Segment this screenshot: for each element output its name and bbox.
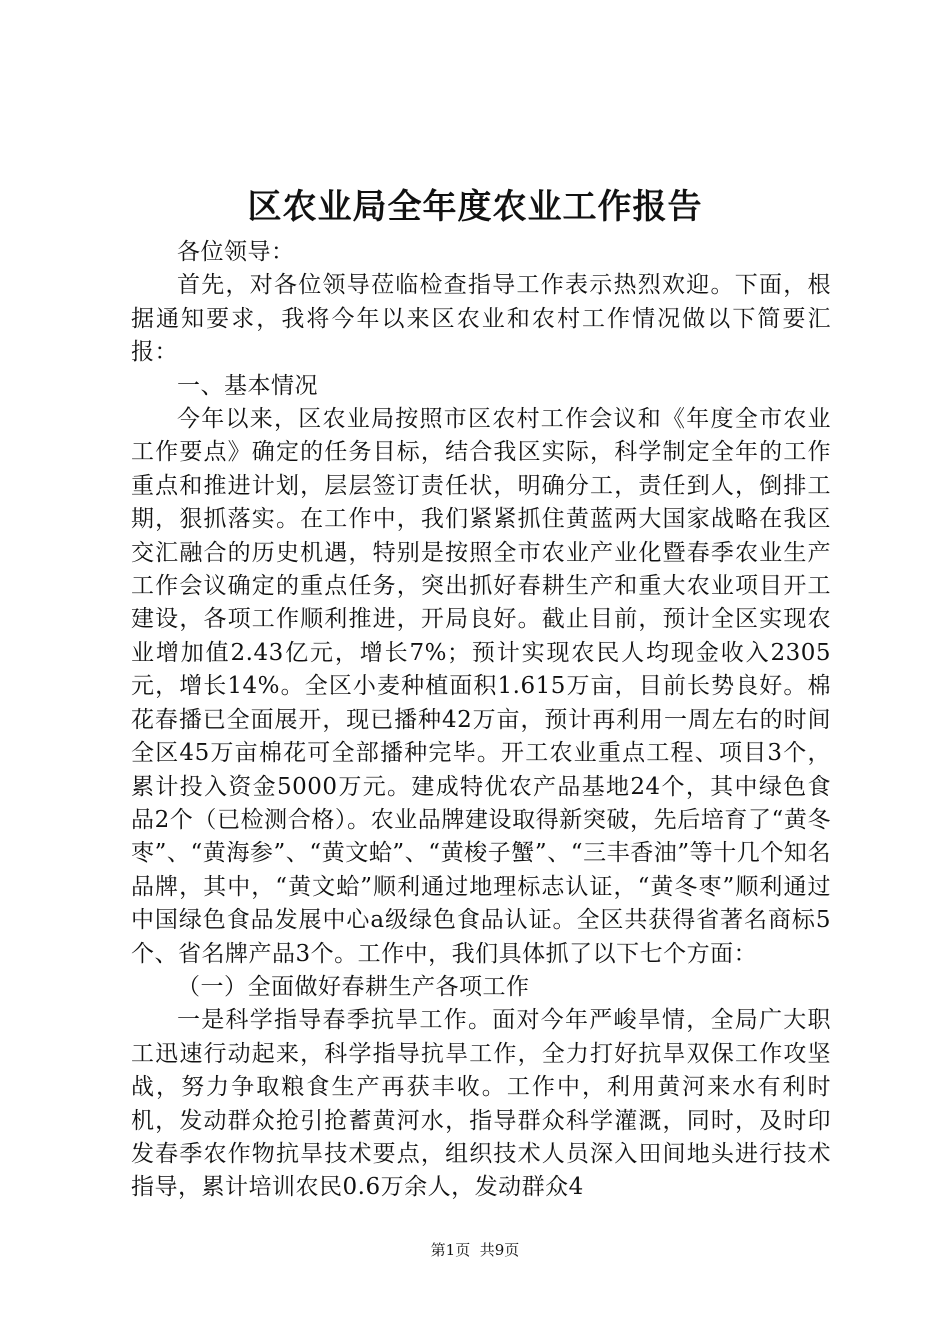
subsection-heading-spring: （一）全面做好春耕生产各项工作 <box>177 973 530 1000</box>
page-number: 第1页 <box>430 1241 471 1259</box>
document-body <box>131 236 831 1205</box>
document-title: 区农业局全年度农业工作报告 <box>247 187 703 227</box>
page-total: 共9页 <box>479 1241 520 1259</box>
section-heading-basic: 一、基本情况 <box>177 372 318 399</box>
basic-situation-paragraph: 今年以来，区农业局按照市区农村工作会议和《年度全市农业工作要点》确定的任务目标，结合我区实际，科学制定全年的工作重点和推进计划，层层签订责任状，明确分工，责任到人，倒排工期，狠抓落实。在工作中，我们紧紧抓住黄蓝两大国家战略在我区交汇融合的历史机遇，特别是按照全市农业产业化暨春季农业生产工作会议确定的重点任务，突出抓好春耕生产和重大农业项目开工建设，各项工作顺利推进，开局良好。截止目前，预计全区实现农业增加值2.43亿元，增长7%；预计实现农民人均现金收入2305元，增长14%。全区小麦种植面积1.615万亩，目前长势良好。棉花春播已全面展开，现已播种42万亩，预计再利用一周左右的时间全区45万亩棉花可全部播种完毕。开工农业重点工程、项目3个，累计投入资金5000万元。建成特优农产品基地24个，其中绿色食品2个（已检测合格）。农业品牌建设取得新突破，先后培育了“黄冬枣”、“黄海参”、“黄文蛤”、“黄梭子蟹”、“三丰香油”等十几个知名品牌，其中，“黄文蛤”顺利通过地理标志认证，“黄冬枣”顺利通过中国绿色食品发展中心a级绿色食品认证。全区共获得省著名商标5个、省名牌产品3个。工作中，我们具体抓了以下七个方面： <box>131 406 831 967</box>
intro-paragraph: 首先，对各位领导莅临检查指导工作表示热烈欢迎。下面，根据通知要求，我将今年以来区农业和农村工作情况做以下简要汇报： <box>131 272 831 366</box>
drought-paragraph: 一是科学指导春季抗旱工作。面对今年严峻旱情，全局广大职工迅速行动起来，科学指导抗旱工作，全力打好抗旱双保工作攻坚战，努力争取粮食生产再获丰收。工作中，利用黄河来水有利时机，发动群众抢引抢蓄黄河水，指导群众科学灌溉，同时，及时印发春季农作物抗旱技术要点，组织技术人员深入田间地头进行技术指导，累计培训农民0.6万余人，发动群众4 <box>131 1007 831 1201</box>
salutation-paragraph: 各位领导： <box>177 239 295 265</box>
page-footer <box>0 1240 950 1260</box>
